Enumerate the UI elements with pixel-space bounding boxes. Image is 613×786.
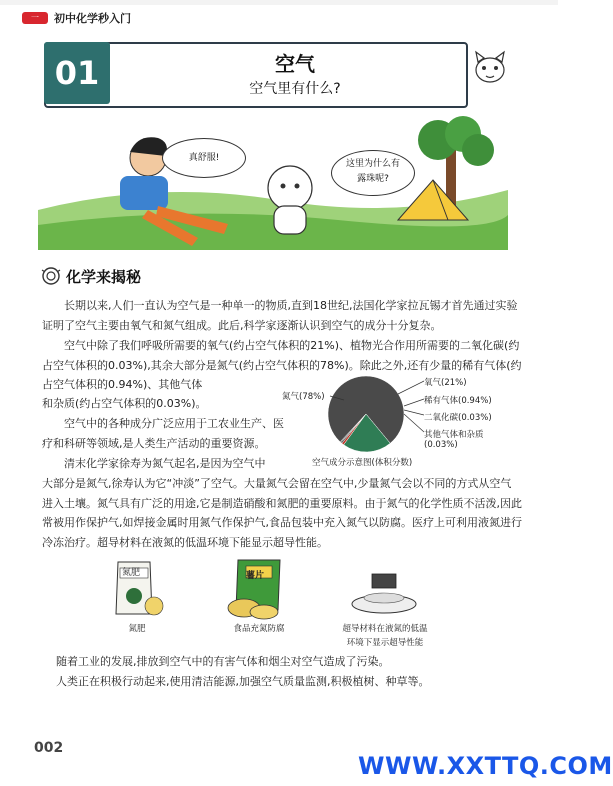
paragraph-composition: 空气中除了我们呼吸所需要的氧气(约占空气体积的21%)、植物光合作用所需要的二氧化碳(约占空气体积的0.03%),其余大部分是氮气(约占空气体积的78%)。除此之外,还有少量的稀有气体(约占空气体积的0.94%)、其他气体 (42, 339, 522, 392)
lesson-number: 01 (44, 42, 110, 104)
pie-label-noble-gas: 稀有气体(0.94%) (424, 396, 492, 406)
chapter-tab: 一 (22, 12, 48, 24)
cat-mascot-icon (470, 48, 510, 88)
bubble-cat-line1: 这里为什么有 (345, 159, 400, 169)
book-title: 初中化学秒入门 (54, 12, 131, 25)
speech-bubble-boy: 真舒服! (162, 138, 246, 178)
park-scene-illustration (38, 120, 508, 250)
pie-label-oxygen: 氧气(21%) (424, 378, 467, 388)
top-band (0, 0, 558, 5)
pie-label-other-line1: 其他气体和杂质 (424, 430, 484, 440)
speech-bubble-cat (331, 150, 415, 196)
watermark: WWW.XXTTQ.COM (358, 752, 613, 780)
section-title: 化学来揭秘 (66, 268, 142, 286)
pie-label-co2: 二氧化碳(0.03%) (424, 413, 492, 423)
chips-bag-illustration (224, 556, 288, 622)
paragraph-nitrogen: 大部分是氮气,徐寿认为它“冲淡”了空气。大量氮气会留在空气中,少量氮气会以不同的方式从空气进入土壤。氮气具有广泛的用途,它是制造硝酸和氮肥的重要原料。由于氮气的化学性质不活泼,因此常被用作保护气,如焊接金属时用氮气作保护气,食品包装中充入氮气以防腐。医疗上可利用液氮进行冷冻治疗。超导材料在液氮的低温环境下能显示超导性能。 (42, 477, 522, 549)
paragraph-action: 人类正在积极行动起来,使用清洁能源,加强空气质量监测,积极植树、种草等。 (56, 675, 430, 688)
superconductor-illustration (348, 566, 420, 616)
chips-caption: 食品充氮防腐 (233, 624, 285, 634)
paragraph-nitrogen-start: 清末化学家徐寿为氮气起名,是因为空气中 (64, 457, 266, 470)
paragraph-pollution: 随着工业的发展,排放到空气中的有害气体和烟尘对空气造成了污染。 (56, 655, 390, 668)
fertilizer-caption: 氮肥 (128, 624, 146, 634)
paragraph-history: 长期以来,人们一直认为空气是一种单一的物质,直到18世纪,法国化学家拉瓦锡才首先通过实验证明了空气主要由氧气和氮气组成。此后,科学家逐渐认识到空气的成分十分复杂。 (42, 299, 518, 332)
magnifier-icon (40, 266, 62, 286)
paragraph-composition-end: 和杂质(约占空气体积的0.03%)。 (42, 397, 207, 410)
pie-label-nitrogen: 氮气(78%) (282, 392, 325, 402)
page-number: 002 (34, 740, 64, 756)
pie-label-other-line2: (0.03%) (424, 440, 458, 450)
superconductor-caption-line1: 超导材料在液氮的低温 (342, 624, 428, 634)
superconductor-caption (330, 622, 440, 650)
pie-caption: 空气成分示意图(体积分数) (312, 458, 413, 468)
paragraph-uses: 空气中的各种成分广泛应用于工农业生产、医疗和科研等领域,是人类生产活动的重要资源。 (42, 417, 284, 450)
bubble-cat-line2: 露珠呢? (357, 174, 389, 184)
pie-leader-lines (300, 374, 430, 454)
superconductor-caption-line2: 环境下显示超导性能 (346, 638, 424, 648)
chips-bag-text: 薯片 (246, 571, 265, 581)
lesson-title: 空气 (275, 52, 315, 76)
lesson-subtitle: 空气里有什么? (249, 81, 341, 97)
fertilizer-bag-text: 氮肥 (122, 568, 141, 578)
